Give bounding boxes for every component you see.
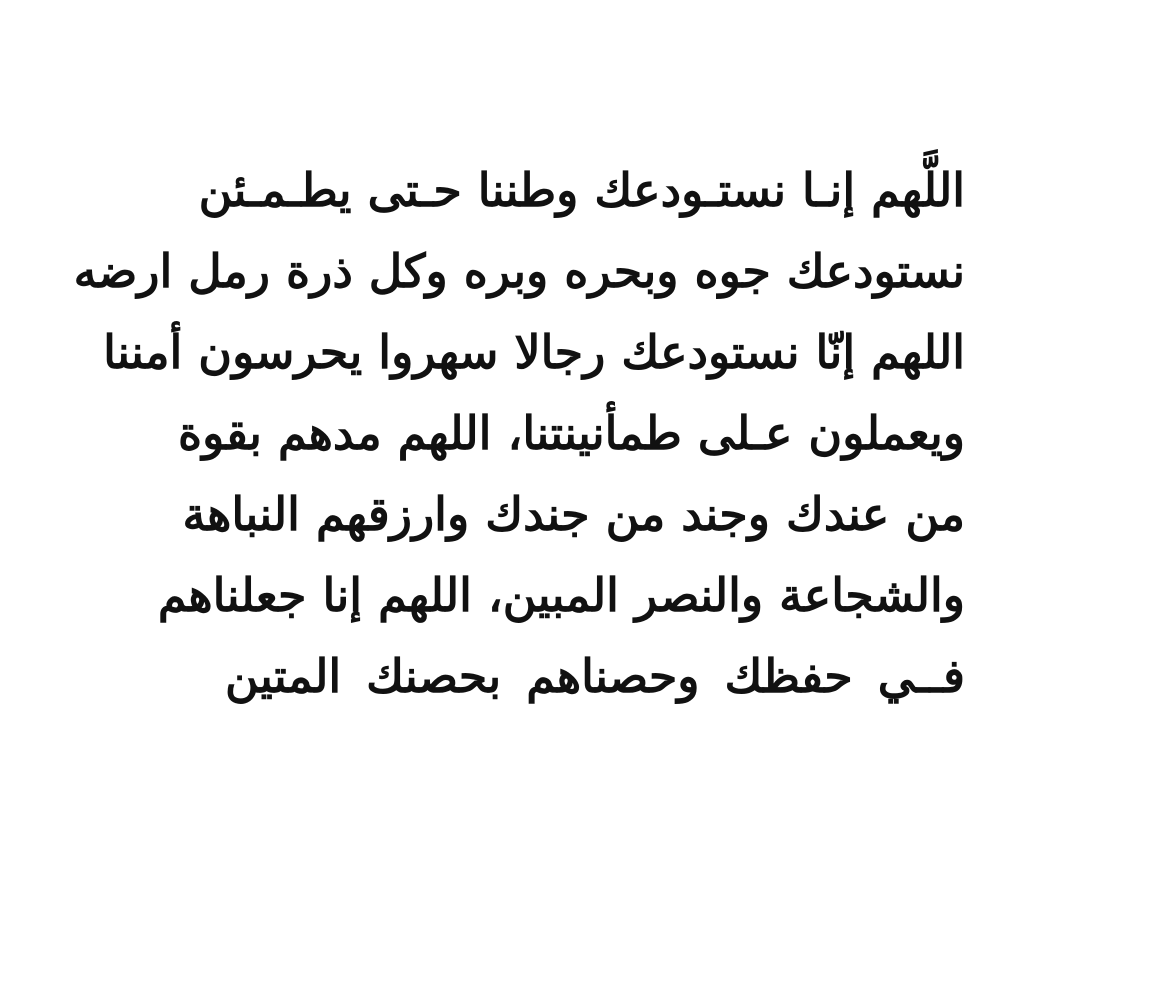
text-line-1: اللَّهم إنـا نستـودعك وطننا حـتى يطـمـئن	[198, 163, 965, 217]
text-line-2: نستودعك جوه وبحره وبره وكل ذرة رمل ارضه	[73, 244, 965, 298]
text-line-7: فــي حفظك وحصناهم بحصنك المتين	[225, 649, 965, 703]
text-line-5: من عندك وجند من جندك وارزقهم النباهة	[182, 487, 965, 541]
text-line-6: والشجاعة والنصر المبين، اللهم إنا جعلناهم	[157, 568, 965, 622]
prayer-text-block	[73, 150, 965, 717]
text-line-4: ويعملون عـلى طمأنينتنا، اللهم مدهم بقوة	[178, 406, 965, 460]
text-line-3: اللهم إنّا نستودعك رجالا سهروا يحرسون أمننا	[103, 325, 965, 379]
